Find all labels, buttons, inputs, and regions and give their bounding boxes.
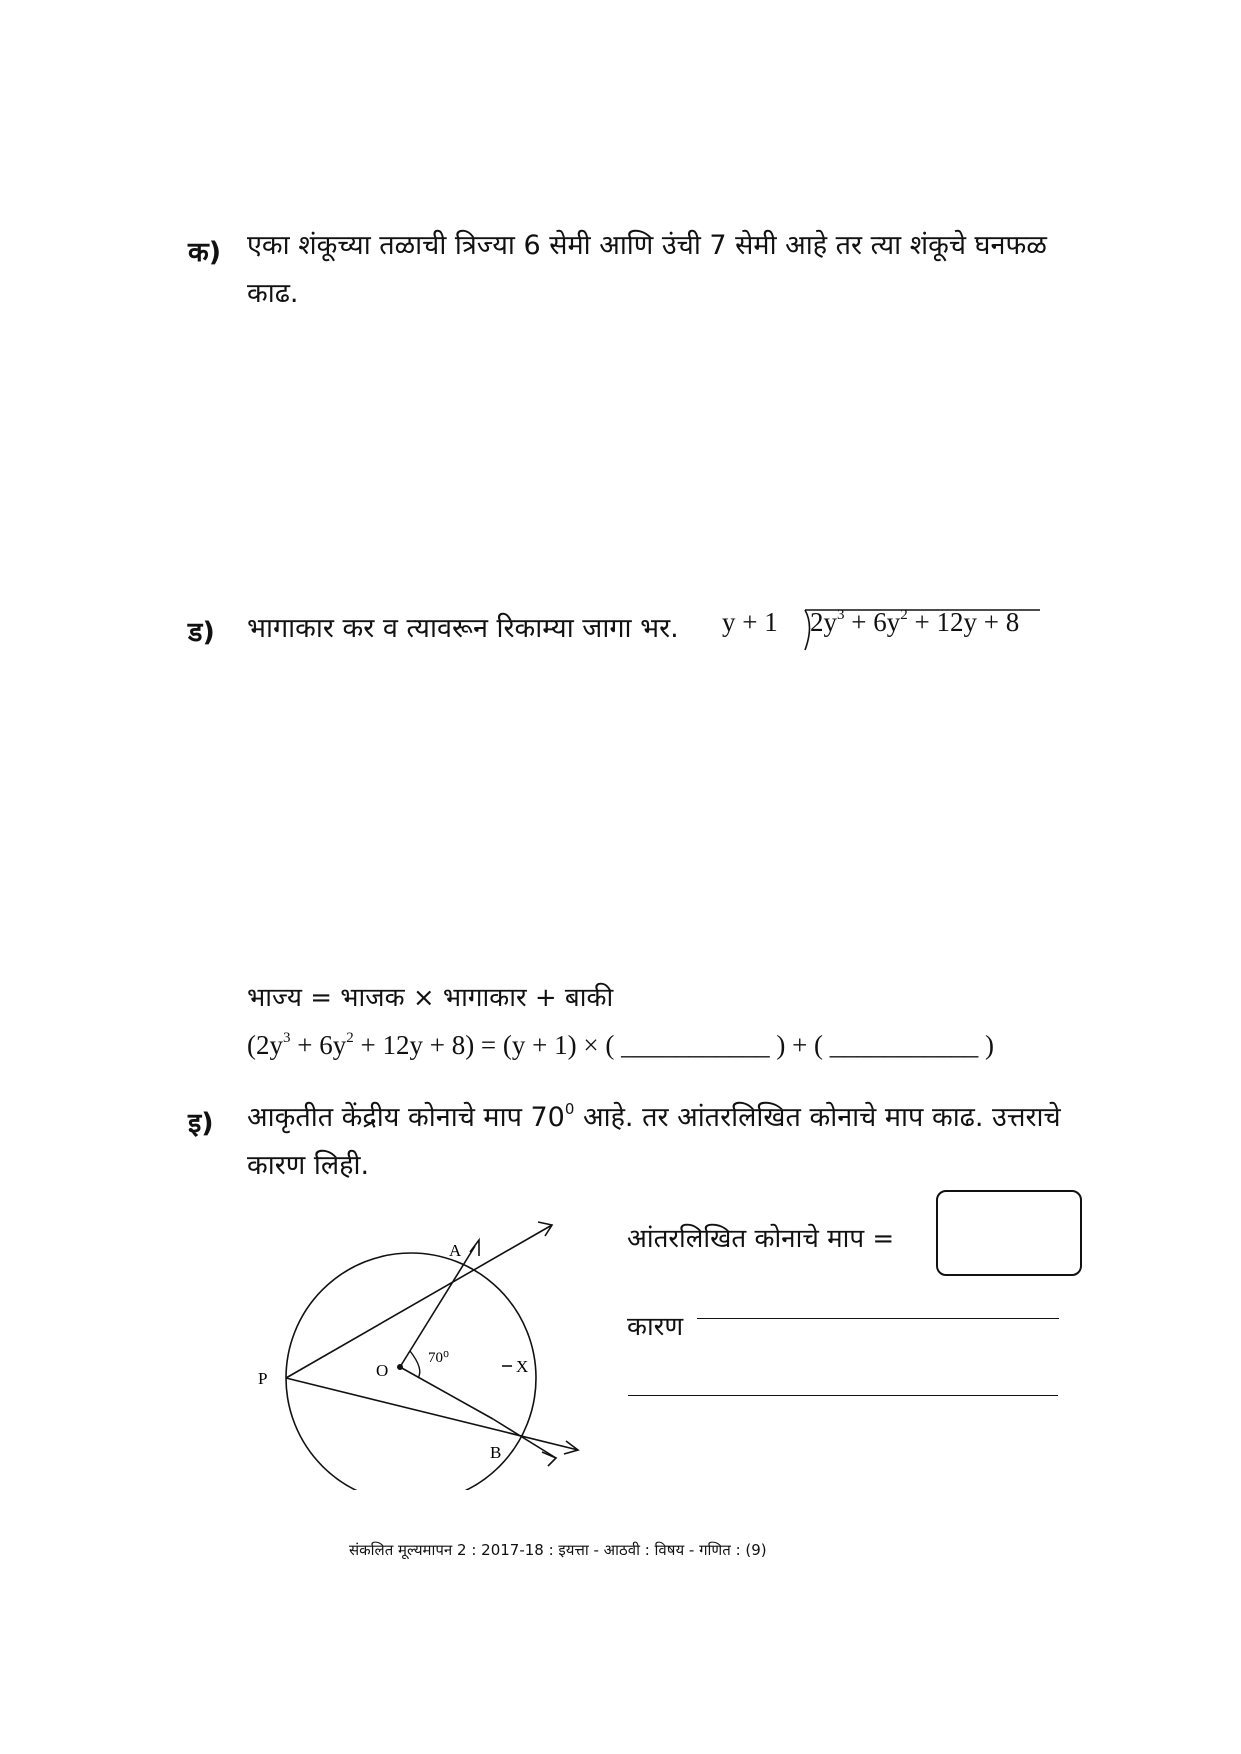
question-k-text: [247, 222, 1127, 318]
label-x: X: [516, 1357, 529, 1376]
ray-pa: [286, 1225, 552, 1378]
question-k-line-1: एका शंकूच्या तळाची त्रिज्या 6 सेमी आणि उंची 7 सेमी आहे तर त्या शंकूचे घनफळ: [247, 230, 1047, 261]
division-identity-equation: $(2y^3 + 6y^2 + 12y + 8) = (y + 1)$ × ( ___________ ) + ( ___________ ): [247, 1030, 995, 1060]
inscribed-angle-answer-box[interactable]: [936, 1190, 1082, 1276]
inscribed-angle-label: आंतरलिखित कोनाचे माप =: [627, 1224, 895, 1254]
question-k-line-2: काढ.: [247, 278, 299, 309]
page-footer: संकलित मूल्यमापन 2 : 2017-18 : इयत्ता - आठवी : विषय - गणित : (9): [349, 1541, 767, 1559]
reason-line-2[interactable]: [628, 1395, 1058, 1396]
dividend: $2y^3 + 6y^2 + 12y + 8$: [810, 607, 1020, 637]
label-o: O: [376, 1361, 389, 1380]
label-p: P: [258, 1369, 268, 1388]
long-division-setup: [722, 598, 1042, 658]
question-i-label: इ): [188, 1108, 214, 1139]
question-k-label: क): [188, 237, 222, 268]
label-b: B: [490, 1443, 502, 1462]
label-a: A: [449, 1241, 462, 1260]
question-d-text: भागाकार कर व त्यावरून रिकाम्या जागा भर.: [247, 613, 679, 644]
division-identity-words: भाज्य = भाजक × भागाकार + बाकी: [247, 983, 614, 1013]
divisor: y + 1: [722, 607, 778, 637]
circle-figure: [240, 1190, 620, 1490]
center-point-o: [397, 1364, 403, 1370]
reason-line-1[interactable]: [697, 1318, 1059, 1319]
angle-label: 70⁰: [428, 1350, 450, 1366]
question-i-line-2: कारण लिही.: [247, 1150, 370, 1181]
question-i-line-1: आकृतीत केंद्रीय कोनाचे माप $70^0$ आहे. तर आंतरलिखित कोनाचे माप काढ. उत्तराचे: [247, 1100, 1061, 1133]
question-d-label: ड): [188, 617, 215, 648]
ray-ob-extension: [493, 1419, 556, 1458]
radius-ob: [400, 1367, 493, 1419]
ray-pb: [286, 1378, 578, 1450]
question-i-text: [247, 1094, 1127, 1190]
reason-label: कारण: [627, 1312, 684, 1342]
